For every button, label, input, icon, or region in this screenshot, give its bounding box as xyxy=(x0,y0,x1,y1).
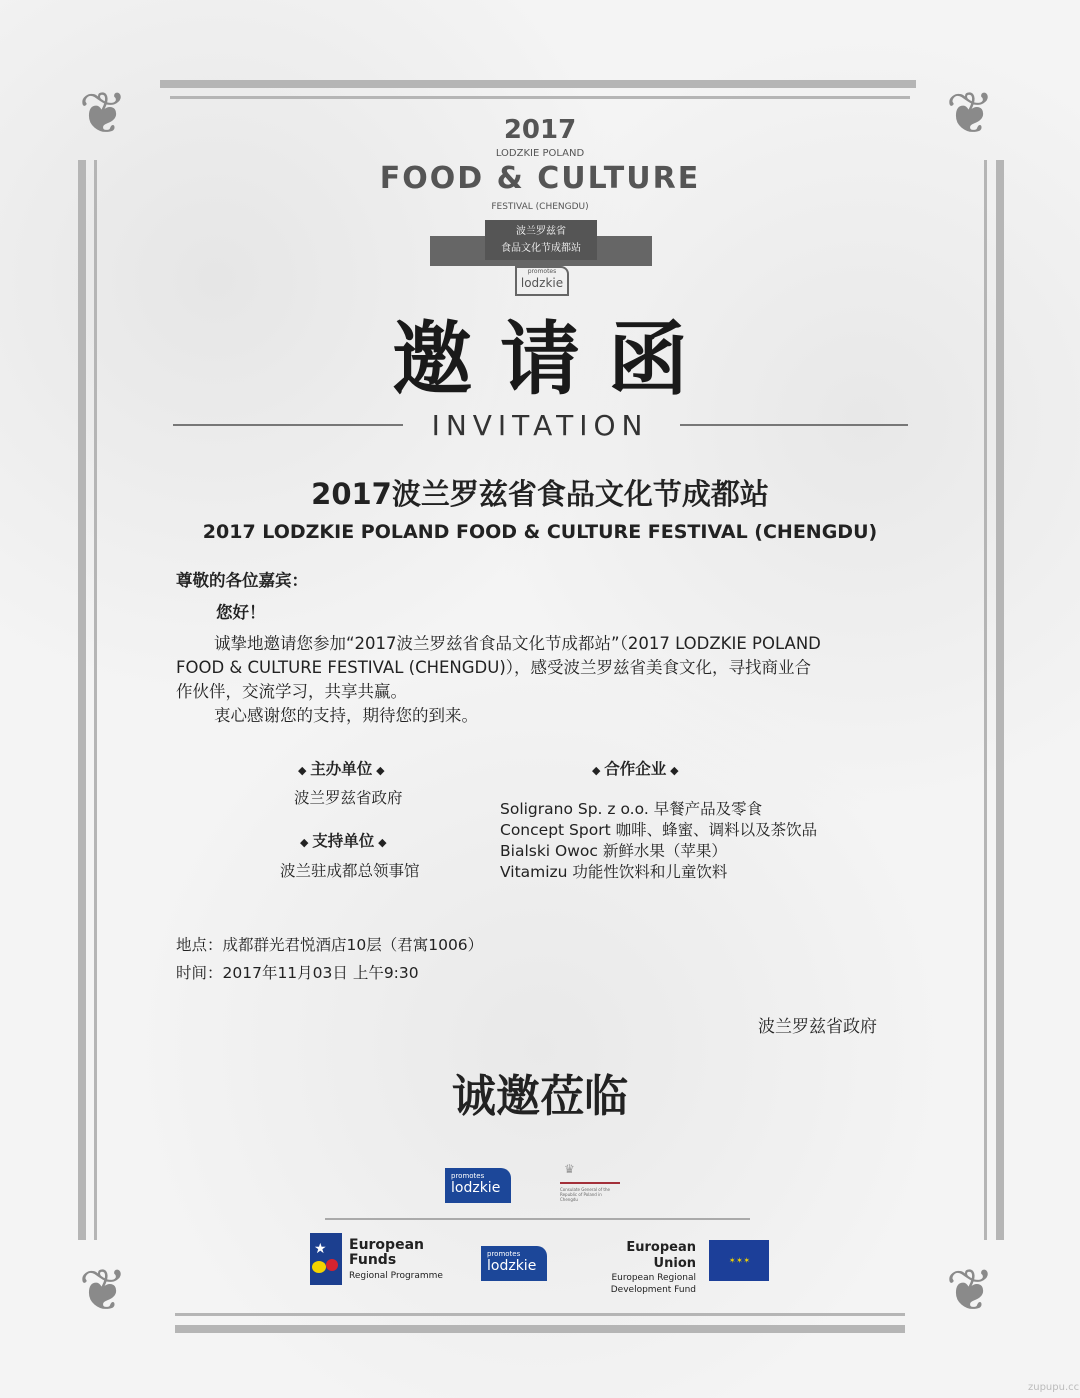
ornament-corner-icon: ❦ xyxy=(78,1256,128,1324)
host-label: ◆ 主办单位 ◆ xyxy=(298,761,385,779)
support-name: 波兰驻成都总领事馆 xyxy=(280,862,420,880)
closing: 诚邀莅临 xyxy=(452,1071,628,1122)
lodzkie-text: lodzkie xyxy=(487,1258,537,1274)
promotes-text: promotes xyxy=(487,1250,521,1258)
logo-festival: FESTIVAL (CHENGDU) xyxy=(491,202,589,212)
european-funds-flag-icon: ★ xyxy=(310,1233,342,1285)
logo-headline: FOOD & CULTURE xyxy=(379,161,701,196)
signature: 波兰罗兹省政府 xyxy=(758,1017,877,1037)
ornament-corner-icon: ❦ xyxy=(945,79,995,147)
event-title-en: 2017 LODZKIE POLAND FOOD & CULTURE FESTIVAL (CHENGDU) xyxy=(202,521,878,543)
logo-year: 2017 xyxy=(503,115,577,145)
frame-top-inner xyxy=(170,96,910,99)
logo-banner-center xyxy=(485,220,597,260)
partner-item: Bialski Owoc 新鲜水果（苹果） xyxy=(500,842,727,860)
event-title-cn: 2017波兰罗兹省食品文化节成都站 xyxy=(311,477,769,511)
logo-lodzkie-small xyxy=(515,266,569,296)
consulate-text: Consulate General of the Republic of Poland in Chengdu xyxy=(560,1187,610,1202)
frame-bottom-inner xyxy=(175,1313,905,1316)
banner-line1: 波兰罗兹省 xyxy=(516,226,566,237)
eu-fund-line: Development Fund xyxy=(610,1285,696,1295)
eagle-icon: ♛ xyxy=(564,1162,575,1176)
watermark: zupupu.cc xyxy=(1028,1382,1080,1393)
greeting: 您好！ xyxy=(216,603,266,622)
lodzkie-logo xyxy=(481,1246,547,1281)
eu-flag-icon: ✶ ✶ ✶ xyxy=(709,1240,769,1281)
paragraph-line: 作伙伴，交流学习，共享共赢。 xyxy=(176,682,407,701)
ornament-corner-icon: ❦ xyxy=(78,79,128,147)
lodzkie-text: lodzkie xyxy=(520,276,564,290)
banner-line2: 食品文化节成都站 xyxy=(501,243,581,254)
salutation: 尊敬的各位嘉宾： xyxy=(176,571,308,590)
european-funds-text xyxy=(349,1238,443,1282)
lodzkie-logo xyxy=(445,1168,511,1203)
host-name: 波兰罗兹省政府 xyxy=(294,789,403,807)
promotes-text: promotes xyxy=(451,1172,485,1180)
logo-region: LODZKIE POLAND xyxy=(495,148,585,159)
eu-funds-line: Regional Programme xyxy=(349,1271,443,1281)
eu-funds-line: Funds xyxy=(349,1252,397,1268)
paragraph-line: 诚挚地邀请您参加“2017波兰罗兹省食品文化节成都站”（2017 LODZKIE POLAND xyxy=(214,634,821,653)
eu-fund-line: European Regional xyxy=(611,1273,696,1283)
time: 时间：2017年11月03日 上午9:30 xyxy=(176,964,419,982)
partner-item: Concept Sport 咖啡、蜂蜜、调料以及茶饮品 xyxy=(500,821,818,839)
venue: 地点：成都群光君悦酒店10层（君寓1006） xyxy=(176,936,484,954)
support-label: ◆ 支持单位 ◆ xyxy=(300,833,387,851)
promotes-text: promotes xyxy=(527,268,557,275)
eu-union: European Union xyxy=(626,1240,696,1271)
ornament-corner-icon: ❦ xyxy=(945,1256,995,1324)
lodzkie-text: lodzkie xyxy=(451,1180,501,1196)
eu-text xyxy=(580,1240,696,1296)
title-en: INVITATION xyxy=(431,409,649,442)
eu-funds-line: European xyxy=(349,1237,424,1253)
frame-bottom xyxy=(175,1325,905,1333)
paragraph-line: 衷心感谢您的支持，期待您的到来。 xyxy=(214,706,478,725)
partner-item: Vitamizu 功能性饮料和儿童饮料 xyxy=(500,863,728,881)
flag-stripe xyxy=(560,1182,620,1184)
footer-divider xyxy=(325,1218,750,1220)
frame-top xyxy=(160,80,916,88)
partner-item: Soligrano Sp. z o.o. 早餐产品及零食 xyxy=(500,800,763,818)
partners-label: ◆ 合作企业 ◆ xyxy=(592,761,679,779)
paragraph-line: FOOD & CULTURE FESTIVAL (CHENGDU)），感受波兰罗兹省美食文化，寻找商业合 xyxy=(176,658,812,677)
consulate-logo xyxy=(560,1162,620,1202)
title-cn: 邀 请 函 xyxy=(392,313,688,406)
